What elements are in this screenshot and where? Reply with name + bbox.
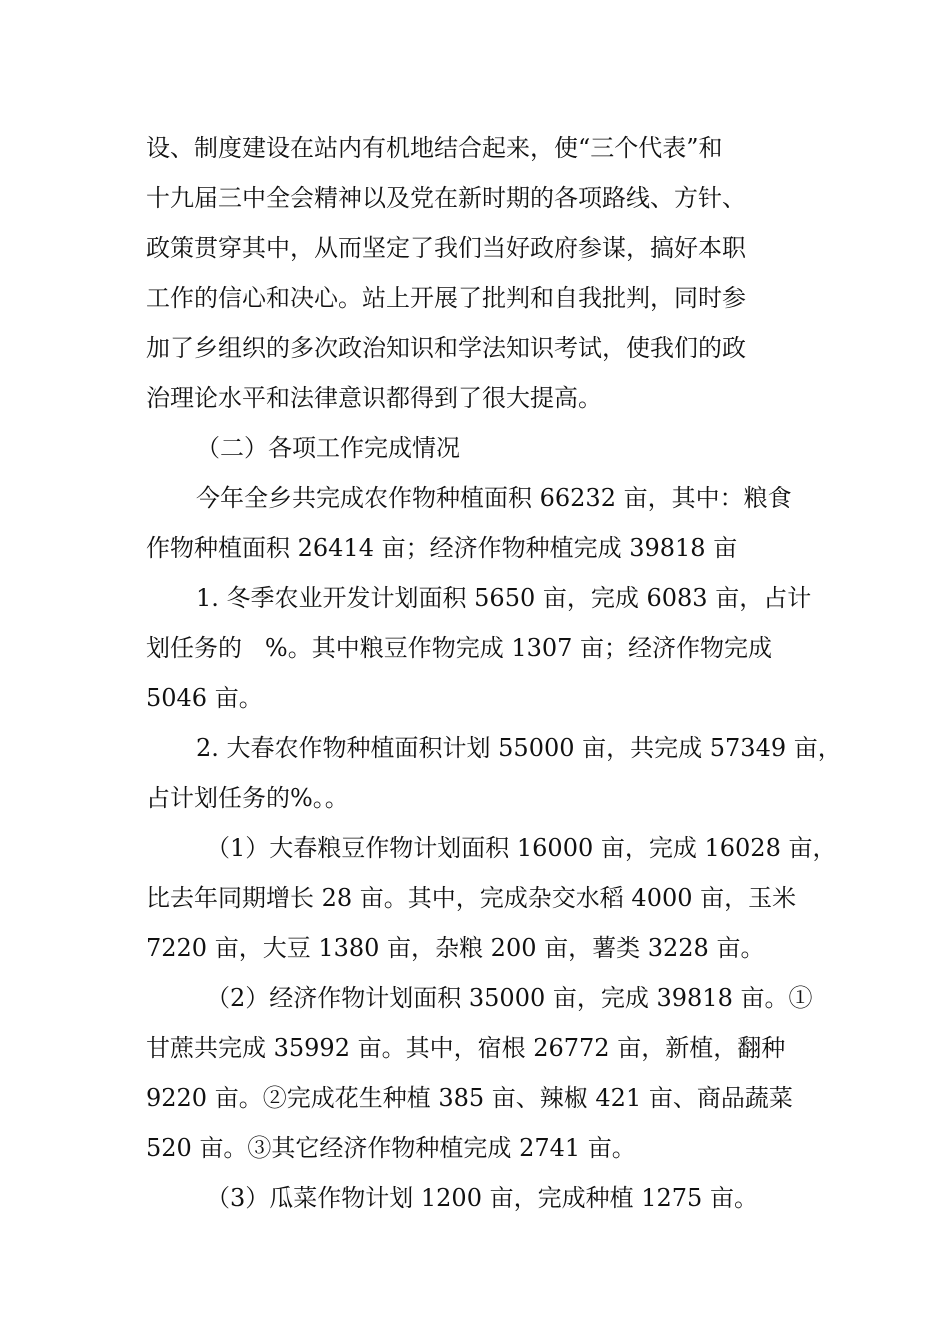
text-line: 占计划任务的%。。 [146, 784, 349, 812]
text-line: 520 亩。③其它经济作物种植完成 2741 亩。 [146, 1134, 636, 1162]
text-line: 甘蔗共完成 35992 亩。其中，宿根 26772 亩，新植，翻种 [146, 1034, 786, 1062]
text-line: 1. 冬季农业开发计划面积 5650 亩，完成 6083 亩，占计 [196, 584, 812, 612]
text-line: 今年全乡共完成农作物种植面积 66232 亩，其中：粮食 [196, 484, 792, 512]
text-line: 2. 大春农作物种植面积计划 55000 亩，共完成 57349 亩， [196, 734, 842, 762]
text-line: 政策贯穿其中，从而坚定了我们当好政府参谋，搞好本职 [146, 234, 746, 262]
text-line: 7220 亩，大豆 1380 亩，杂粮 200 亩，薯类 3228 亩。 [146, 934, 765, 962]
text-line: 工作的信心和决心。站上开展了批判和自我批判，同时参 [146, 284, 746, 312]
text-line: 5046 亩。 [146, 684, 263, 712]
text-line: （2）经济作物计划面积 35000 亩，完成 39818 亩。① [206, 984, 813, 1012]
section-heading: （二）各项工作完成情况 [196, 434, 460, 462]
text-line: （1）大春粮豆作物计划面积 16000 亩，完成 16028 亩， [206, 834, 837, 862]
text-line: 划任务的 %。其中粮豆作物完成 1307 亩；经济作物完成 [146, 634, 773, 662]
text-line: 作物种植面积 26414 亩；经济作物种植完成 39818 亩 [146, 534, 738, 562]
text-line: 设、制度建设在站内有机地结合起来，使“三个代表”和 [146, 134, 723, 162]
text-line: （3）瓜菜作物计划 1200 亩，完成种植 1275 亩。 [206, 1184, 758, 1212]
text-line: 比去年同期增长 28 亩。其中，完成杂交水稻 4000 亩，玉米 [146, 884, 797, 912]
text-line: 治理论水平和法律意识都得到了很大提高。 [146, 384, 602, 412]
text-line: 加了乡组织的多次政治知识和学法知识考试，使我们的政 [146, 334, 746, 362]
text-line: 9220 亩。②完成花生种植 385 亩、辣椒 421 亩、商品蔬菜 [146, 1084, 793, 1112]
text-line: 十九届三中全会精神以及党在新时期的各项路线、方针、 [146, 184, 746, 212]
